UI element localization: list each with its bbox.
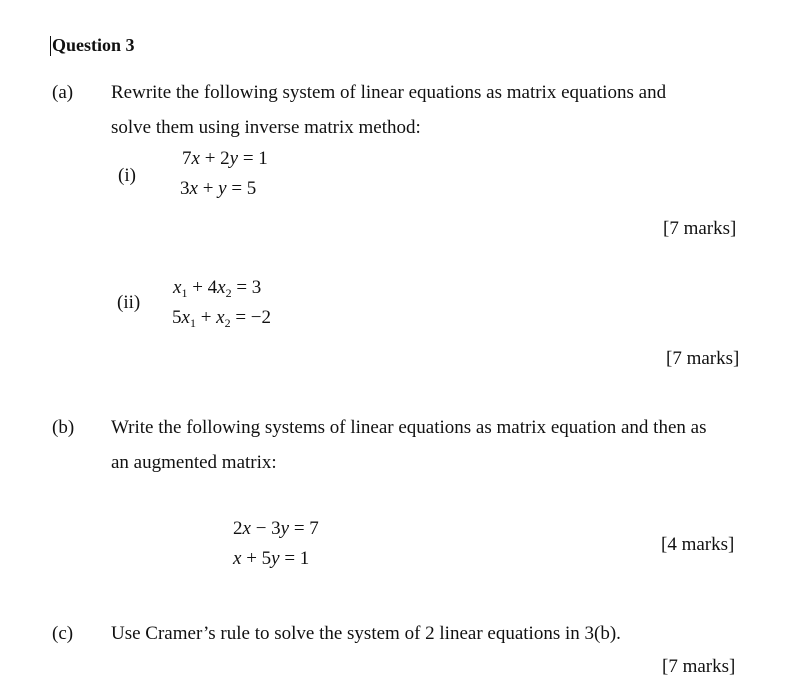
- part-b-instruction-line1: Write the following systems of linear equations as matrix equation and then as: [111, 417, 707, 438]
- part-a-instruction-line2: solve them using inverse matrix method:: [111, 117, 421, 138]
- sub-ii-equation-1: $x_1 + 4x_2 = 3$: [173, 277, 262, 300]
- part-c-label: (c): [52, 623, 74, 644]
- part-a-label: (a): [52, 82, 74, 103]
- part-b-marks: [4 marks]: [661, 534, 735, 555]
- sub-ii-equation-2: $5x_1 + x_2 = -2$: [172, 307, 272, 330]
- sub-i-equation-1: 7x + 2y = 1: [182, 148, 268, 169]
- part-a-instruction-line1: Rewrite the following system of linear equations as matrix equations and: [111, 82, 667, 103]
- question-title: Question 3: [52, 35, 135, 55]
- part-b-equation-1: 2x − 3y = 7: [233, 518, 319, 539]
- part-c-marks: [7 marks]: [662, 656, 736, 677]
- text-cursor: [50, 36, 51, 56]
- sub-i-equation-2: 3x + y = 5: [180, 178, 257, 199]
- sub-i-label: (i): [118, 165, 136, 186]
- sub-ii-marks: [7 marks]: [666, 348, 740, 369]
- part-c-instruction: Use Cramer’s rule to solve the system of 2 linear equations in 3(b).: [111, 623, 621, 644]
- sub-i-marks: [7 marks]: [663, 218, 737, 239]
- sub-ii-label: (ii): [117, 292, 141, 313]
- part-b-instruction-line2: an augmented matrix:: [111, 452, 277, 473]
- part-b-label: (b): [52, 417, 75, 438]
- part-b-equation-2: x + 5y = 1: [233, 548, 310, 569]
